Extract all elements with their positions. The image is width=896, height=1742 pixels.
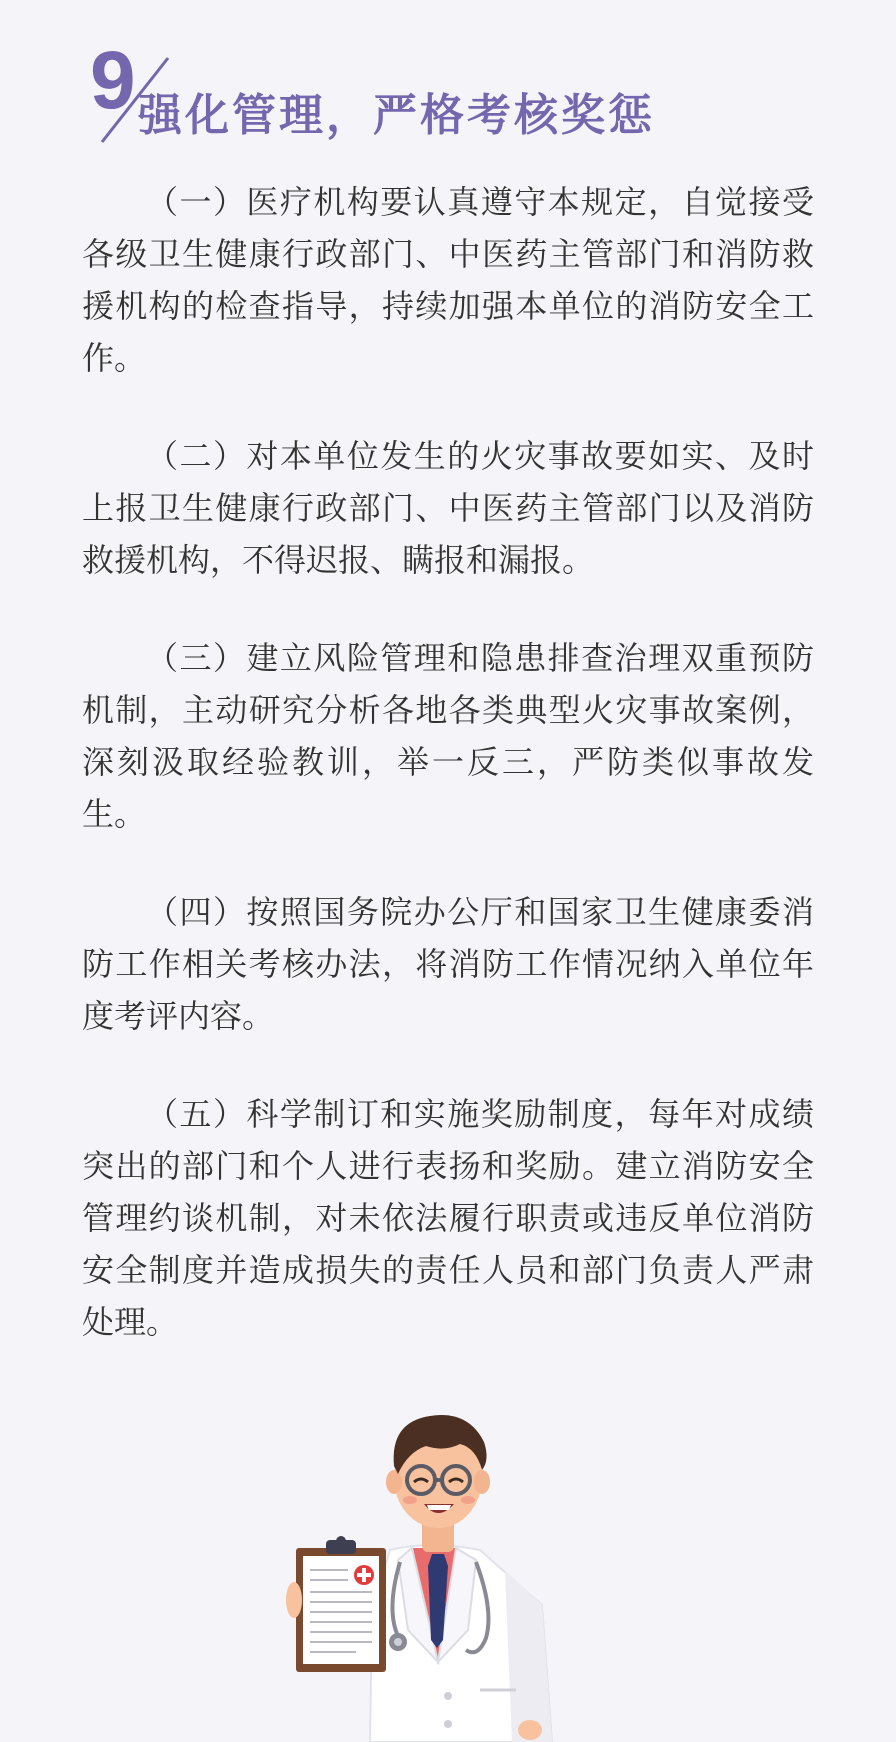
paragraph-3: （三）建立风险管理和隐患排查治理双重预防机制，主动研究分析各地各类典型火灾事故案例，深刻汲取经验教训，举一反三，严防类似事故发生。 xyxy=(82,639,814,833)
section-title: 强化管理，严格考核奖惩 xyxy=(138,90,655,141)
paragraph-1: （一）医疗机构要认真遵守本规定，自觉接受各级卫生健康行政部门、中医药主管部门和消防救援机构的检查指导，持续加强本单位的消防安全工作。 xyxy=(82,183,814,377)
paragraph-4: （四）按照国务院办公厅和国家卫生健康委消防工作相关考核办法，将消防工作情况纳入单位年度考评内容。 xyxy=(82,893,814,1035)
paragraph-5: （五）科学制订和实施奖励制度，每年对成绩突出的部门和个人进行表扬和奖励。建立消防安全管理约谈机制，对未依法履行职责或违反单位消防安全制度并造成损失的责任人员和部门负责人严肃处理。 xyxy=(82,1095,814,1341)
section-heading xyxy=(90,35,810,150)
article-body xyxy=(82,176,814,1394)
paragraph-2: （二）对本单位发生的火灾事故要如实、及时上报卫生健康行政部门、中医药主管部门以及消防救援机构，不得迟报、瞒报和漏报。 xyxy=(82,437,814,579)
section-number: 9 xyxy=(90,35,136,126)
doctor-with-clipboard-icon xyxy=(280,1400,580,1742)
